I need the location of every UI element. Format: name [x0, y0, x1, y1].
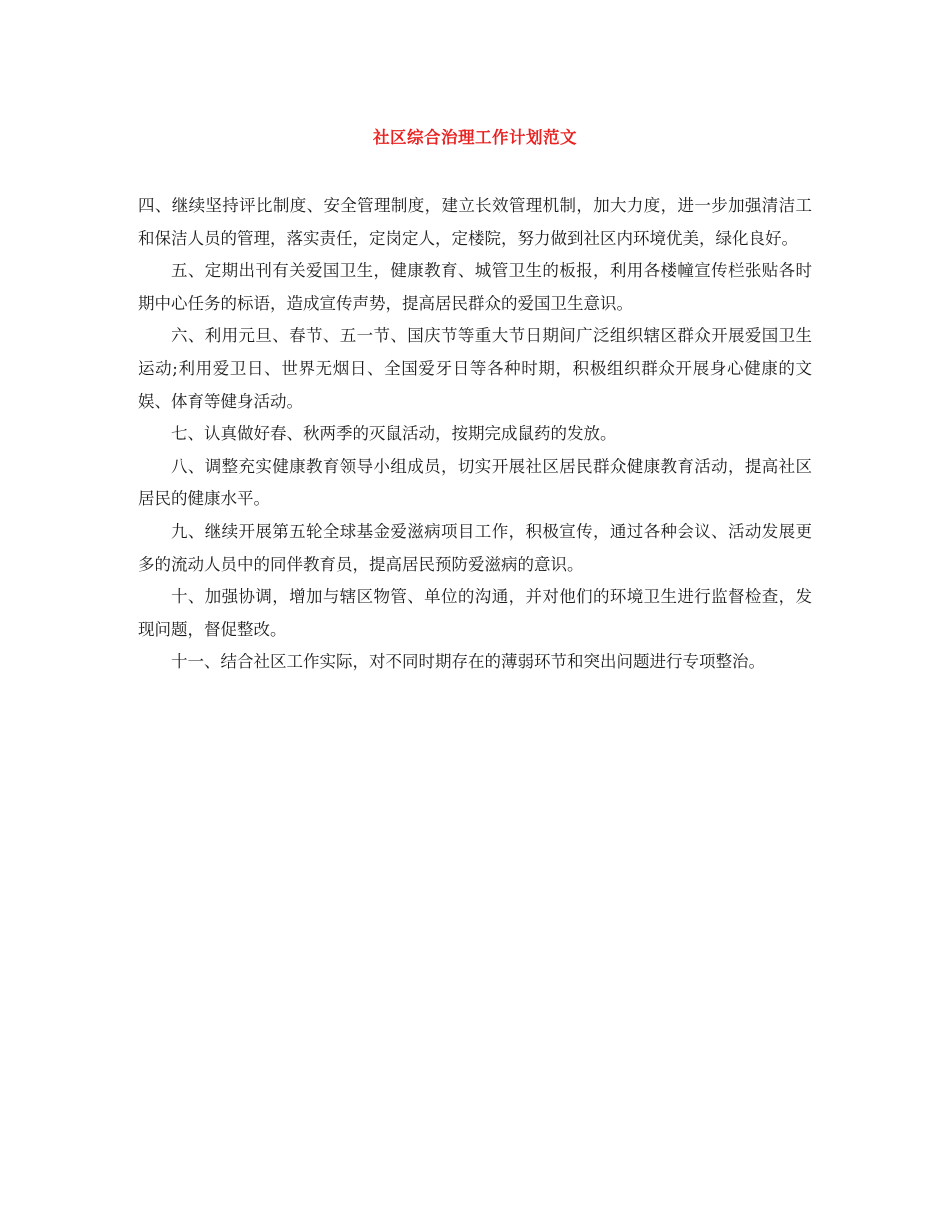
paragraph-9: 九、继续开展第五轮全球基金爱滋病项目工作，积极宣传，通过各种会议、活动发展更多的流动人员中的同伴教育员，提高居民预防爱滋病的意识。 [138, 521, 812, 574]
paragraph-10: 十、加强协调，增加与辖区物管、单位的沟通，并对他们的环境卫生进行监督检查，发现问题，督促整改。 [138, 587, 812, 639]
paragraph-5: 五、定期出刊有关爱国卫生，健康教育、城管卫生的板报，利用各楼幢宣传栏张贴各时期中心任务的标语，造成宣传声势，提高居民群众的爱国卫生意识。 [138, 261, 812, 313]
paragraph-6: 六、利用元旦、春节、五一节、国庆节等重大节日期间广泛组织辖区群众开展爱国卫生运动;利用爱卫日、世界无烟日、全国爱牙日等各种时期，积极组织群众开展身心健康的文娱、体育等健身活动。 [138, 326, 812, 411]
document-body [138, 190, 812, 679]
paragraph-7: 七、认真做好春、秋两季的灭鼠活动，按期完成鼠药的发放。 [171, 424, 617, 444]
paragraph-8: 八、调整充实健康教育领导小组成员，切实开展社区居民群众健康教育活动，提高社区居民的健康水平。 [138, 456, 812, 509]
paragraph-11: 十一、结合社区工作实际，对不同时期存在的薄弱环节和突出问题进行专项整治。 [171, 652, 765, 672]
paragraph-4: 四、继续坚持评比制度、安全管理制度，建立长效管理机制，加大力度，进一步加强清洁工和保洁人员的管理，落实责任，定岗定人，定楼院，努力做到社区内环境优美，绿化良好。 [138, 196, 812, 248]
document-title: 社区综合治理工作计划范文 [373, 128, 577, 147]
